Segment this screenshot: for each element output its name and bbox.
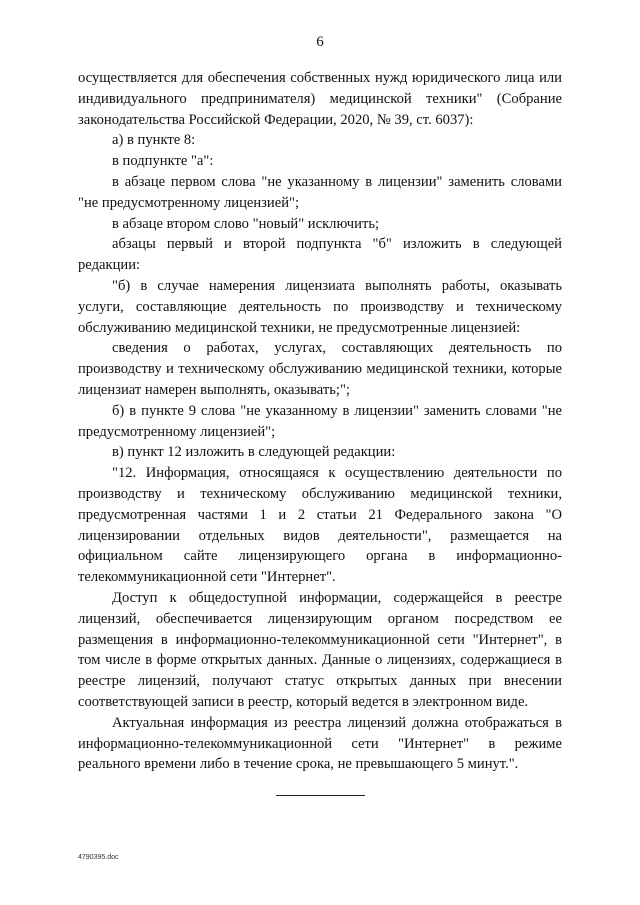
paragraph: а) в пункте 8: [112, 132, 196, 149]
paragraph: Актуальная информация из реестра лицензий должна отображаться в информационно-телекоммуникационной сети "Интернет" в режиме реального времени либо в течение срока, не превышающего 5 минут.". [78, 714, 562, 773]
paragraph: в) пункт 12 изложить в следующей редакции: [112, 444, 396, 461]
footer-file-code: 4790395.doc [78, 854, 119, 861]
paragraph: сведения о работах, услугах, составляющих деятельность по производству и техническому обслуживанию медицинской техники, которые лицензиат намерен выполнять, оказывать;"; [78, 340, 562, 398]
paragraph: осуществляется для обеспечения собственных нужд юридического лица или индивидуального предпринимателя) медицинской техники" (Собрание законодательства Российской Федерации, 2020, № 39, ст. 6037): [78, 70, 562, 128]
paragraph: "б) в случае намерения лицензиата выполнять работы, оказывать услуги, составляющие деятельность по производству и техническому обслуживанию медицинской техники, не предусмотренные лицензией: [78, 277, 562, 336]
paragraph: абзацы первый и второй подпункта "б" изложить в следующей редакции: [78, 236, 562, 274]
paragraph: "12. Информация, относящаяся к осуществлению деятельности по производству и техническому обслуживанию медицинской техники, предусмотренная частями 1 и 2 статьи 21 Федерального закона "О лицензировании отдельных видов деятельности", размещается на официальном сайте лицензирующего органа в информационно-телекоммуникационной сети "Интернет". [78, 465, 562, 586]
paragraph: в абзаце втором слово "новый" исключить; [112, 215, 380, 232]
paragraph: Доступ к общедоступной информации, содержащейся в реестре лицензий, обеспечивается лицензирующим органом посредством ее размещения в информационно-телекоммуникационной сети "Интернет", в том числе в форме открытых данных. Данные о лицензиях, содержащиеся в реестре лицензий, получают статус открытых данных при внесении соответствующей записи в реестр, который ведется в электронном виде. [78, 589, 562, 710]
page-number: 6 [316, 34, 324, 50]
end-separator-line [276, 795, 365, 796]
document-body [78, 68, 562, 775]
paragraph: б) в пункте 9 слова "не указанному в лицензии" заменить словами "не предусмотренному лицензией"; [78, 402, 562, 440]
paragraph: в абзаце первом слова "не указанному в лицензии" заменить словами "не предусмотренному лицензией"; [78, 173, 562, 211]
paragraph: в подпункте "а": [112, 153, 214, 170]
